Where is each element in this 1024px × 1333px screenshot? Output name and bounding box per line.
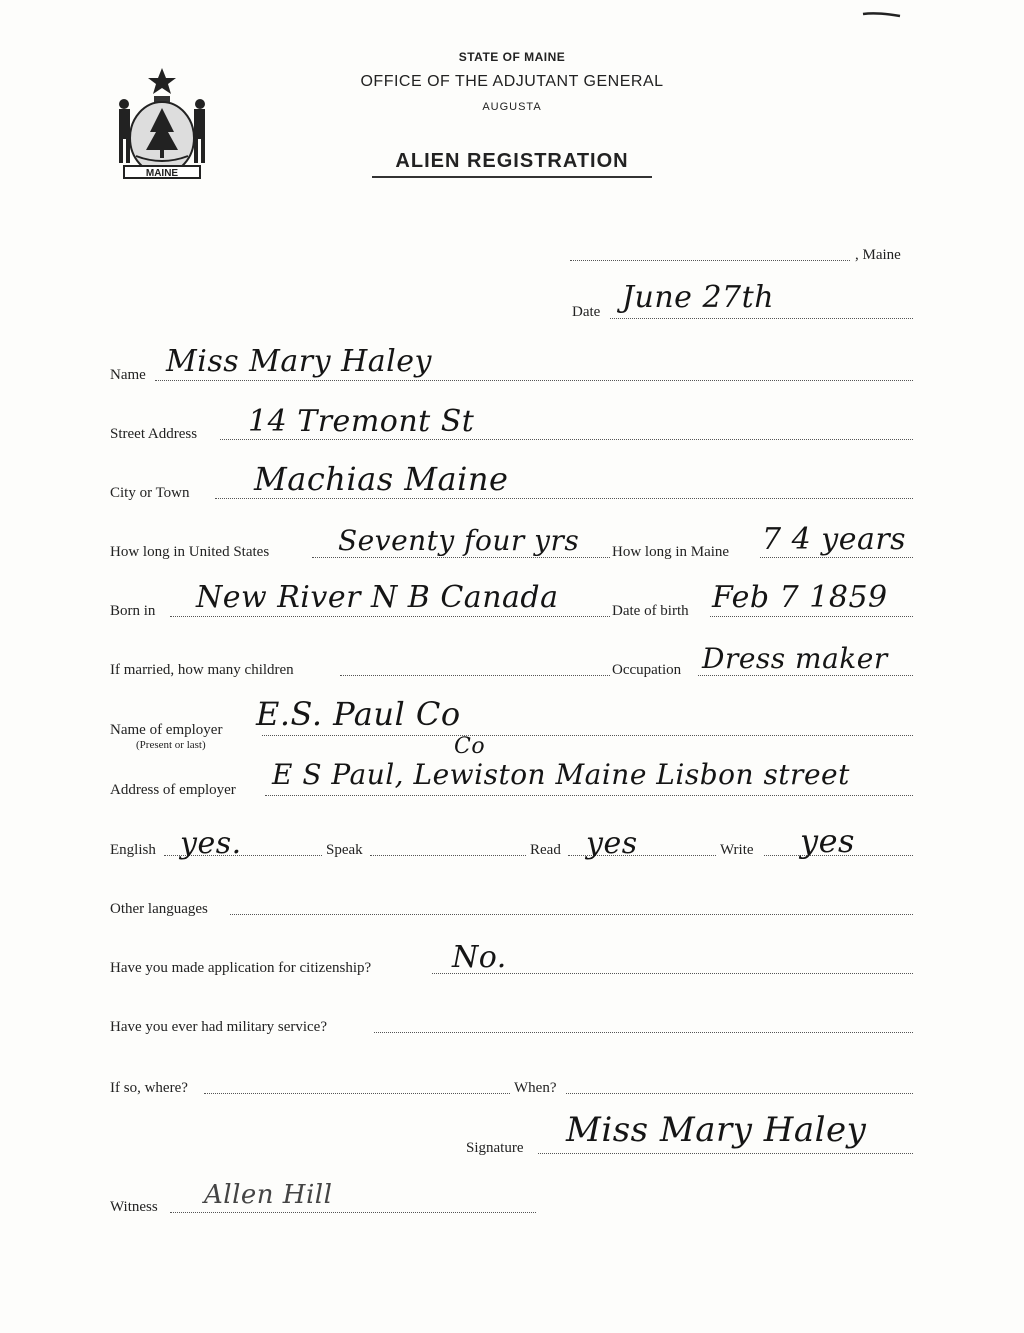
signature-line <box>538 1153 913 1154</box>
name-value: Miss Mary Haley <box>166 344 432 379</box>
city-heading: AUGUSTA <box>482 101 542 113</box>
speak-label: Speak <box>326 842 363 858</box>
employer-address-value: E S Paul, Lewiston Maine Lisbon street <box>272 758 850 791</box>
signature-label: Signature <box>466 1140 524 1156</box>
military-line <box>374 1032 913 1033</box>
how-long-maine-value: 7 4 years <box>762 522 907 557</box>
born-in-line <box>170 616 610 617</box>
name-line <box>155 380 913 381</box>
when-line <box>566 1093 913 1094</box>
state-heading: STATE OF MAINE <box>458 50 566 64</box>
state-seal-icon <box>110 66 214 186</box>
born-in-value: New River N B Canada <box>196 580 559 615</box>
citizenship-label: Have you made application for citizenship? <box>110 960 372 976</box>
occupation-value: Dress maker <box>702 642 888 675</box>
read-label: Read <box>530 842 561 858</box>
speak-line <box>370 855 526 856</box>
employer-address-line <box>265 795 913 796</box>
employer-sublabel: (Present or last) <box>136 739 206 751</box>
street-value: 14 Tremont St <box>248 404 475 439</box>
where-line <box>204 1093 510 1094</box>
title-underline <box>372 176 652 178</box>
place-line <box>570 260 850 261</box>
employer-address-co: Co <box>454 734 486 759</box>
married-children-line <box>340 675 610 676</box>
dob-label: Date of birth <box>612 603 689 619</box>
signature-value: Miss Mary Haley <box>566 1110 867 1150</box>
pen-mark <box>862 10 902 18</box>
how-long-us-line <box>312 557 610 558</box>
how-long-us-label: How long in United States <box>110 544 270 560</box>
employer-value: E.S. Paul Co <box>256 695 461 733</box>
date-label: Date <box>572 304 601 320</box>
witness-value: Allen Hill <box>204 1180 333 1210</box>
write-label: Write <box>720 842 754 858</box>
how-long-us-value: Seventy four yrs <box>338 524 580 557</box>
employer-line <box>262 735 913 736</box>
city-label: City or Town <box>110 485 190 501</box>
other-languages-line <box>230 914 913 915</box>
date-line <box>610 318 913 319</box>
occupation-label: Occupation <box>612 662 682 678</box>
where-label: If so, where? <box>110 1080 188 1096</box>
read-value: yes <box>586 826 638 861</box>
dob-line <box>710 616 913 617</box>
married-children-label: If married, how many children <box>110 662 294 678</box>
seal-label: MAINE <box>145 168 179 179</box>
english-label: English <box>110 842 156 858</box>
employer-label: Name of employer <box>110 722 223 738</box>
name-label: Name <box>110 367 146 383</box>
when-label: When? <box>514 1080 557 1096</box>
dob-value: Feb 7 1859 <box>712 580 888 615</box>
office-heading: OFFICE OF THE ADJUTANT GENERAL <box>360 73 664 90</box>
maine-label: , Maine <box>855 247 901 263</box>
witness-line <box>170 1212 536 1213</box>
citizenship-value: No. <box>452 940 507 975</box>
military-label: Have you ever had military service? <box>110 1019 327 1035</box>
english-value: yes. <box>180 826 242 861</box>
write-value: yes <box>800 822 855 860</box>
employer-address-label: Address of employer <box>110 782 236 798</box>
city-value: Machias Maine <box>254 460 509 498</box>
how-long-maine-label: How long in Maine <box>612 544 730 560</box>
city-line <box>215 498 913 499</box>
street-line <box>220 439 913 440</box>
born-in-label: Born in <box>110 603 156 619</box>
occupation-line <box>698 675 913 676</box>
date-value: June 27th <box>622 280 775 315</box>
how-long-maine-line <box>760 557 913 558</box>
page-title: ALIEN REGISTRATION <box>395 150 629 172</box>
other-languages-label: Other languages <box>110 901 208 917</box>
street-label: Street Address <box>110 426 198 442</box>
witness-label: Witness <box>110 1199 158 1215</box>
